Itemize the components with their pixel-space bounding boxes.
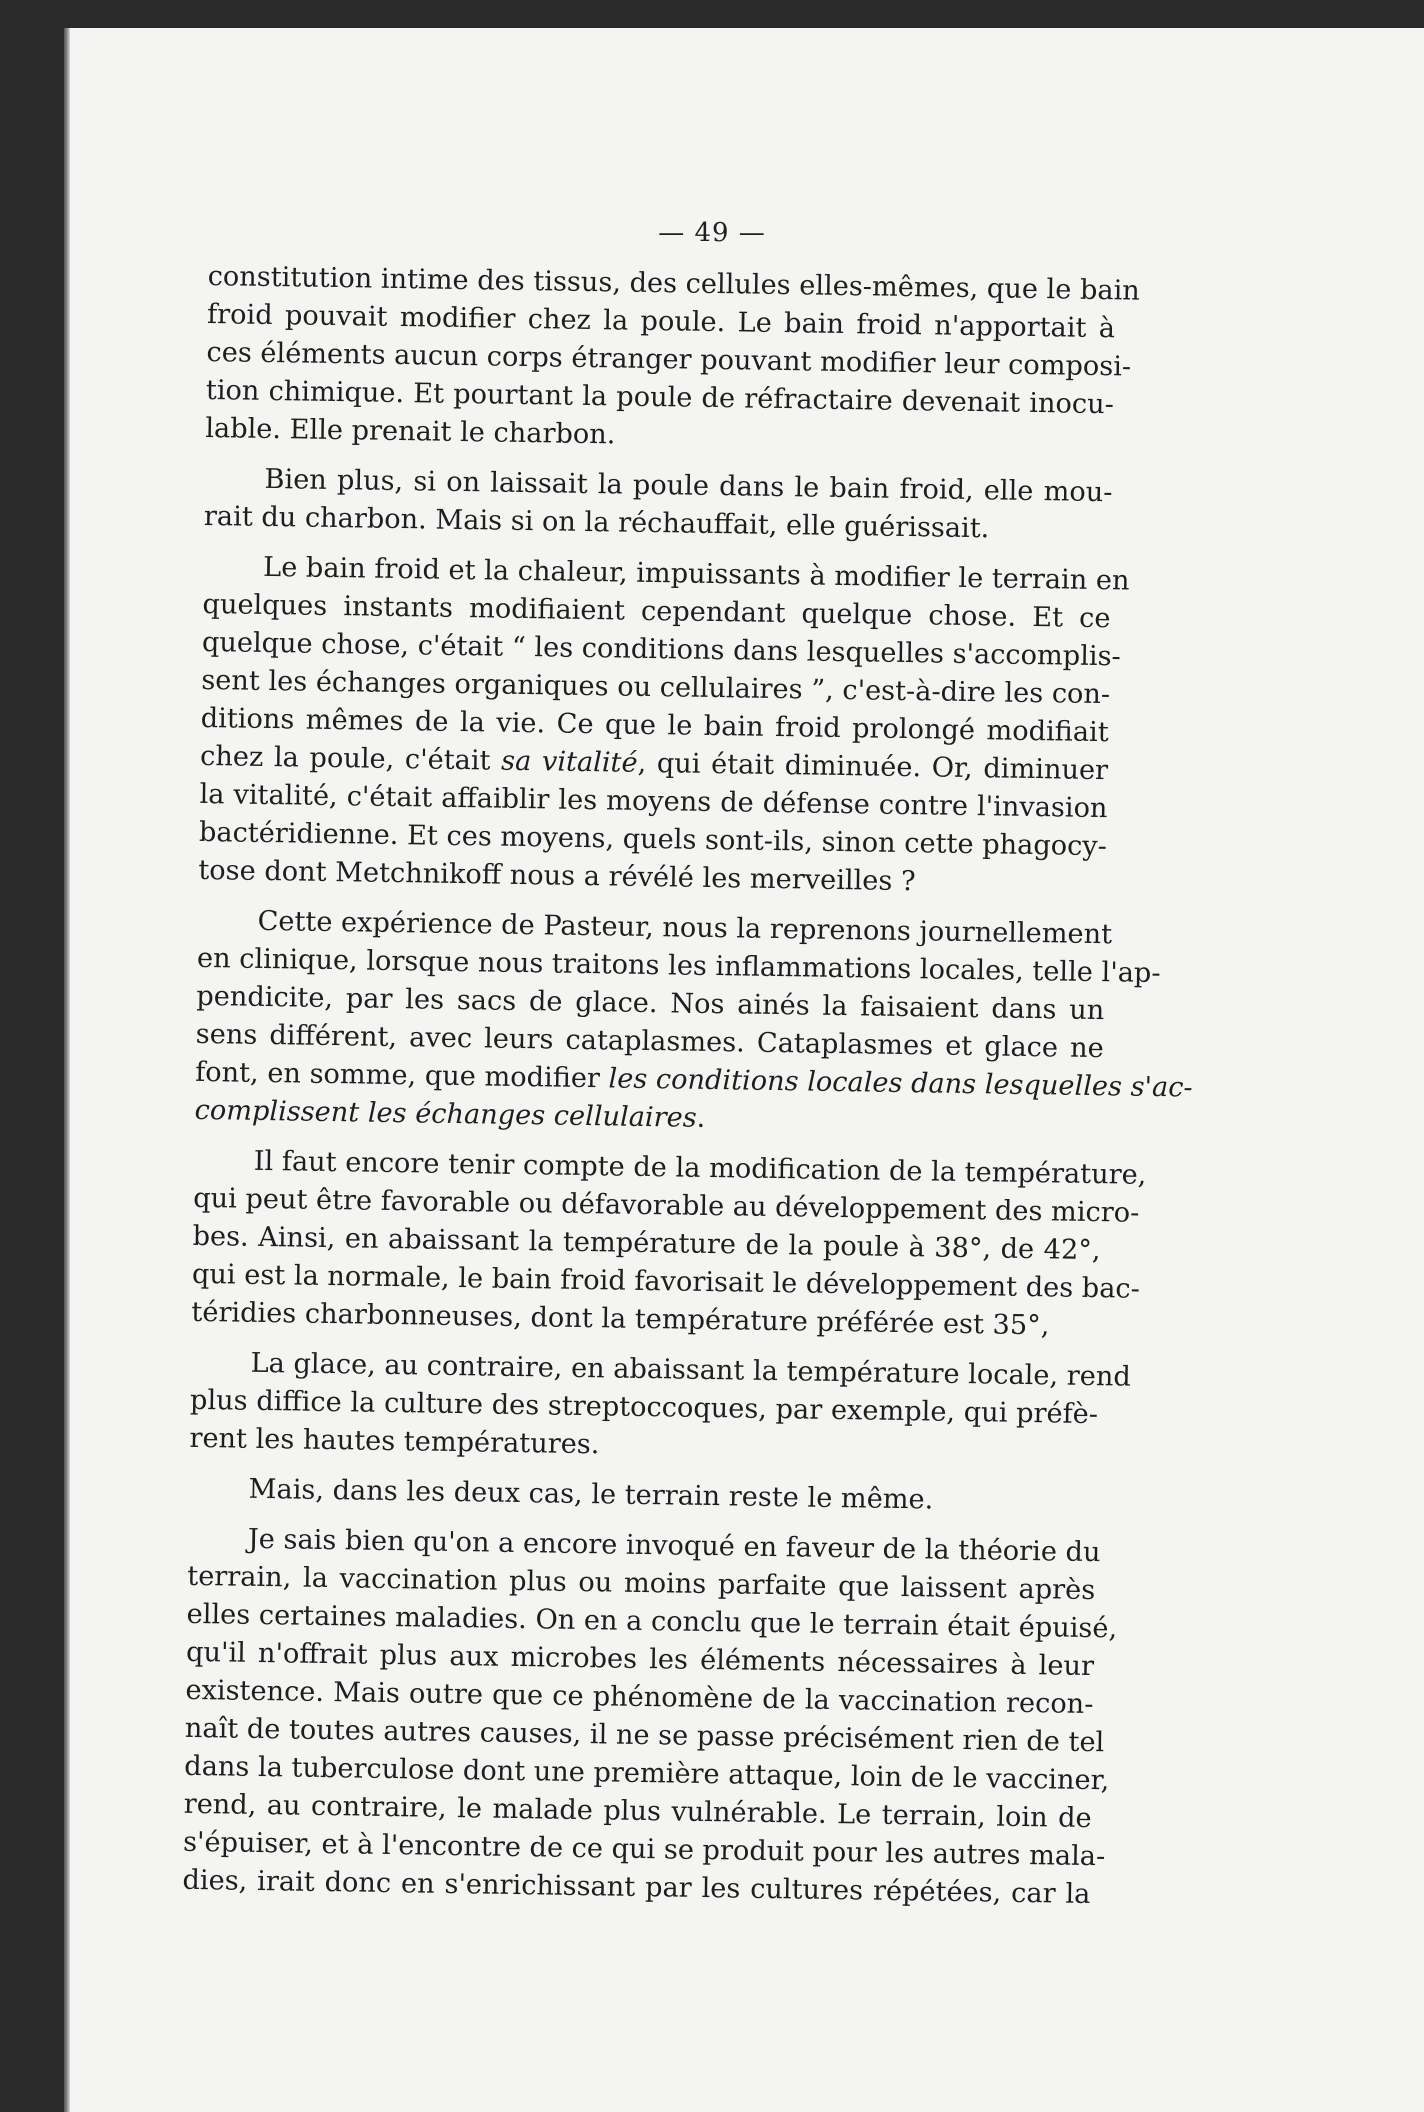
- text-line: dies, irait donc en s'enrichissant par les cultures répétées, car la: [182, 1864, 1091, 1911]
- text-line: rait du charbon. Mais si on la réchauffait, elle guérissait.: [203, 500, 990, 545]
- page-body: [182, 258, 1193, 1914]
- text-segment: .: [696, 1102, 706, 1134]
- text-line: elles certaines maladies. On en a conclu que le terrain était épuisé,: [186, 1598, 1118, 1645]
- text-line: s'épuiser, et à l'encontre de ce qui se produit pour les autres mala-: [182, 1826, 1106, 1873]
- text-line: qui peut être favorable ou défavorable au développement des micro-: [192, 1182, 1140, 1229]
- text-line: Cette expérience de Pasteur, nous la reprenons journellement: [257, 905, 1113, 951]
- text-line: pendicite, par les sacs de glace. Nos ainés la faisaient dans un: [196, 980, 1105, 1027]
- paragraph: [182, 1520, 1118, 1914]
- text-line: lable. Elle prenait le charbon.: [205, 412, 616, 451]
- text-line: téridies charbonneuses, dont la température préférée est 35°,: [191, 1296, 1050, 1342]
- text-line: terrain, la vaccination plus ou moins parfaite que laissent après: [187, 1560, 1096, 1607]
- text-segment: chez la poule, c'était: [199, 740, 502, 777]
- text-line: bactéridienne. Et ces moyens, quels sont-ils, sinon cette phagocy-: [198, 816, 1108, 863]
- paragraph: [204, 460, 1113, 550]
- paragraph: [198, 548, 1130, 904]
- text-line: La glace, au contraire, en abaissant la température locale, rend: [250, 1347, 1131, 1393]
- text-line: tose dont Metchnikoff nous a révélé les merveilles ?: [198, 854, 916, 898]
- text-line: ces éléments aucun corps étranger pouvant modifier leur composi-: [206, 336, 1132, 383]
- text-line: Mais, dans les deux cas, le terrain reste le même.: [248, 1473, 934, 1516]
- text-line: froid pouvait modifier chez la poule. Le bain froid n'apportait à: [206, 298, 1116, 345]
- italic-phrase: les conditions locales dans lesquelles s'ac-: [608, 1063, 1193, 1104]
- text-line: sens différent, avec leurs cataplasmes. Cataplasmes et glace ne: [195, 1018, 1104, 1065]
- text-line: naît de toutes autres causes, il ne se passe précisément rien de tel: [184, 1712, 1105, 1759]
- page-number: — 49 —: [658, 218, 766, 248]
- text-line: Bien plus, si on laissait la poule dans le bain froid, elle mou-: [264, 463, 1113, 509]
- text-line: quelques instants modifiaient cependant quelque chose. Et ce: [202, 588, 1111, 635]
- text-line: ditions mêmes de la vie. Ce que le bain froid prolongé modifiait: [200, 702, 1109, 749]
- page-binding-edge: [64, 28, 70, 2112]
- text-line: rend, au contraire, le malade plus vulnérable. Le terrain, loin de: [183, 1788, 1092, 1835]
- text-line: qui est la normale, le bain froid favorisait le développement des bac-: [191, 1258, 1141, 1305]
- italic-phrase: complissent les échanges cellulaires: [194, 1094, 697, 1134]
- text-line: en clinique, lorsque nous traitons les inflammations locales, telle l'ap-: [196, 942, 1161, 990]
- text-line: constitution intime des tissus, des cellules elles-mêmes, que le bain: [207, 260, 1141, 307]
- paragraph: [194, 902, 1193, 1144]
- paragraph: [205, 258, 1141, 462]
- text-line: rent les hautes températures.: [189, 1422, 600, 1461]
- paragraph: [189, 1344, 1131, 1472]
- text-line: dans la tuberculose dont une première attaque, loin de le vacciner,: [184, 1750, 1110, 1797]
- text-line: Je sais bien qu'on a encore invoqué en faveur de la théorie du: [247, 1523, 1101, 1569]
- text-line: Le bain froid et la chaleur, impuissants à modifier le terrain en: [262, 551, 1130, 597]
- text-line: bes. Ainsi, en abaissant la température de la poule à 38°, de 42°,: [192, 1220, 1101, 1267]
- text-line: quelque chose, c'était “ les conditions dans lesquelles s'accomplis-: [201, 626, 1121, 673]
- text-segment: , qui était diminuée. Or, diminuer: [637, 747, 1109, 787]
- text-line: existence. Mais outre que ce phénomène de la vaccination recon-: [185, 1674, 1094, 1721]
- text-line: Il faut encore tenir compte de la modification de la température,: [253, 1145, 1147, 1191]
- text-line: qu'il n'offrait plus aux microbes les éléments nécessaires à leur: [185, 1636, 1095, 1683]
- text-line: sent les échanges organiques ou cellulaires ”, c'est-à-dire les con-: [201, 664, 1111, 711]
- text-line: tion chimique. Et pourtant la poule de réfractaire devenait inocu-: [205, 374, 1115, 421]
- italic-phrase: sa vitalité: [500, 745, 638, 779]
- text-line: la vitalité, c'était affaiblir les moyens de défense contre l'invasion: [199, 778, 1108, 825]
- text-line: plus diffice la culture des streptoccoques, par exemple, qui préfè-: [189, 1384, 1099, 1431]
- text-segment: font, en somme, que modifier: [194, 1056, 609, 1095]
- paragraph: [191, 1142, 1147, 1346]
